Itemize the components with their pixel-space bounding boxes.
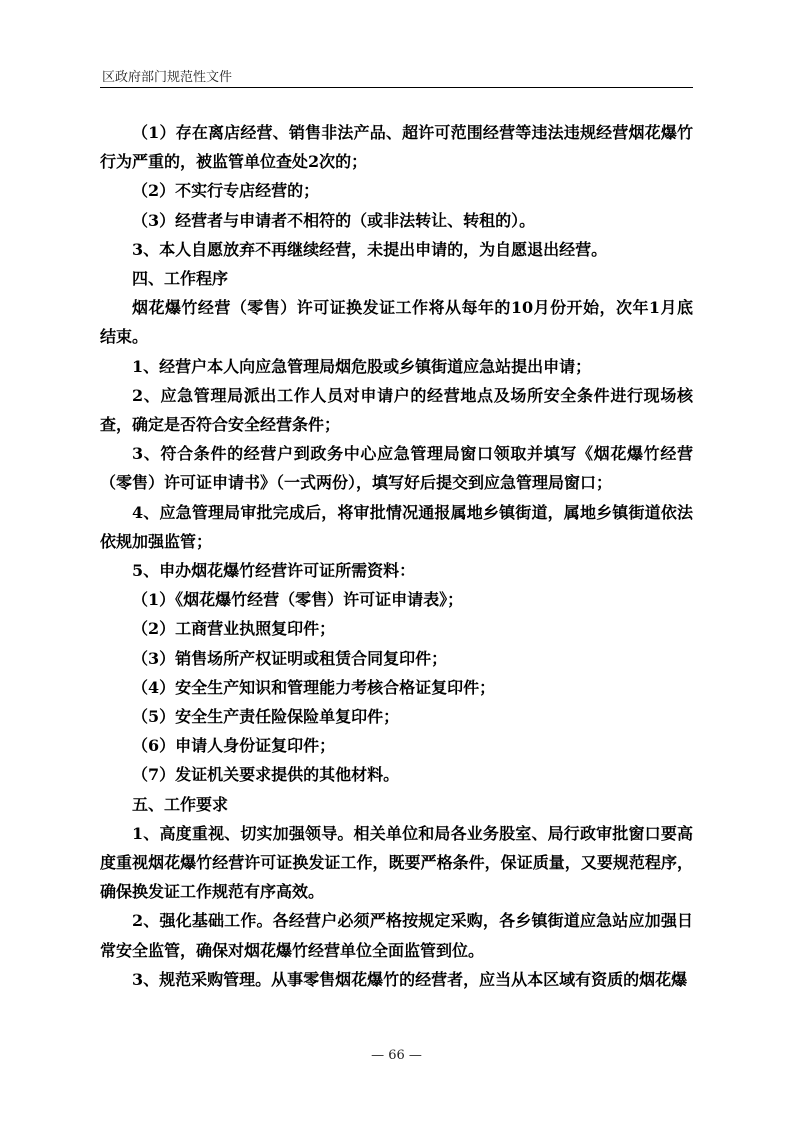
section-heading-requirements: 五、工作要求 bbox=[132, 794, 229, 814]
list-item: （3）销售场所产权证明或租赁合同复印件； bbox=[132, 648, 448, 668]
list-item: （2）工商营业执照复印件； bbox=[132, 619, 336, 639]
list-item: （7）发证机关要求提供的其他材料。 bbox=[132, 765, 400, 785]
list-item: （4）安全生产知识和管理能力考核合格证复印件； bbox=[132, 677, 496, 697]
paragraph: 1、经营户本人向应急管理局烟危股或乡镇街道应急站提出申请； bbox=[132, 356, 592, 376]
paragraph: （2）不实行专店经营的； bbox=[132, 181, 320, 201]
document-header: 区政府部门规范性文件 bbox=[102, 70, 233, 85]
paragraph: 烟花爆竹经营（零售）许可证换发证工作将从每年的10月份开始，次年1月底结束。 bbox=[100, 298, 693, 347]
page-number: — 66 — bbox=[371, 1048, 422, 1063]
paragraph: 4、应急管理局审批完成后，将审批情况通报属地乡镇街道，属地乡镇街道依法依规加强监管； bbox=[100, 502, 693, 551]
paragraph: 3、规范采购管理。从事零售烟花爆竹的经营者，应当从本区域有资质的烟花爆 bbox=[132, 969, 688, 989]
paragraph: 3、本人自愿放弃不再继续经营，未提出申请的，为自愿退出经营。 bbox=[132, 239, 608, 259]
list-item: （5）安全生产责任险保险单复印件； bbox=[132, 707, 400, 727]
section-heading-procedure: 四、工作程序 bbox=[132, 269, 229, 289]
paragraph: 2、应急管理局派出工作人员对申请户的经营地点及场所安全条件进行现场核查，确定是否符合安全经营条件； bbox=[100, 385, 693, 435]
list-item: （6）申请人身份证复印件； bbox=[132, 736, 336, 756]
paragraph: 3、符合条件的经营户到政务中心应急管理局窗口领取并填写《烟花爆竹经营（零售）许可证申请书》（一式两份），填写好后提交到应急管理局窗口； bbox=[100, 444, 693, 493]
paragraph: 5、申办烟花爆竹经营许可证所需资料： bbox=[132, 561, 416, 581]
paragraph: 2、强化基础工作。各经营户必须严格按规定采购，各乡镇街道应急站应加强日常安全监管，确保对烟花爆竹经营单位全面监管到位。 bbox=[100, 911, 693, 960]
header-divider bbox=[100, 87, 693, 88]
list-item: （1）《烟花爆竹经营（零售）许可证申请表》； bbox=[132, 590, 464, 610]
paragraph: 1、高度重视、切实加强领导。相关单位和局各业务股室、局行政审批窗口要高度重视烟花爆竹经营许可证换发证工作，既要严格条件，保证质量，又要规范程序，确保换发证工作规范有序高效。 bbox=[100, 823, 693, 902]
paragraph: （1）存在离店经营、销售非法产品、超许可范围经营等违法违规经营烟花爆竹行为严重的，被监管单位查处2次的； bbox=[100, 123, 693, 172]
document-body bbox=[100, 118, 693, 994]
paragraph: （3）经营者与申请者不相符的（或非法转让、转租的）。 bbox=[132, 210, 536, 230]
